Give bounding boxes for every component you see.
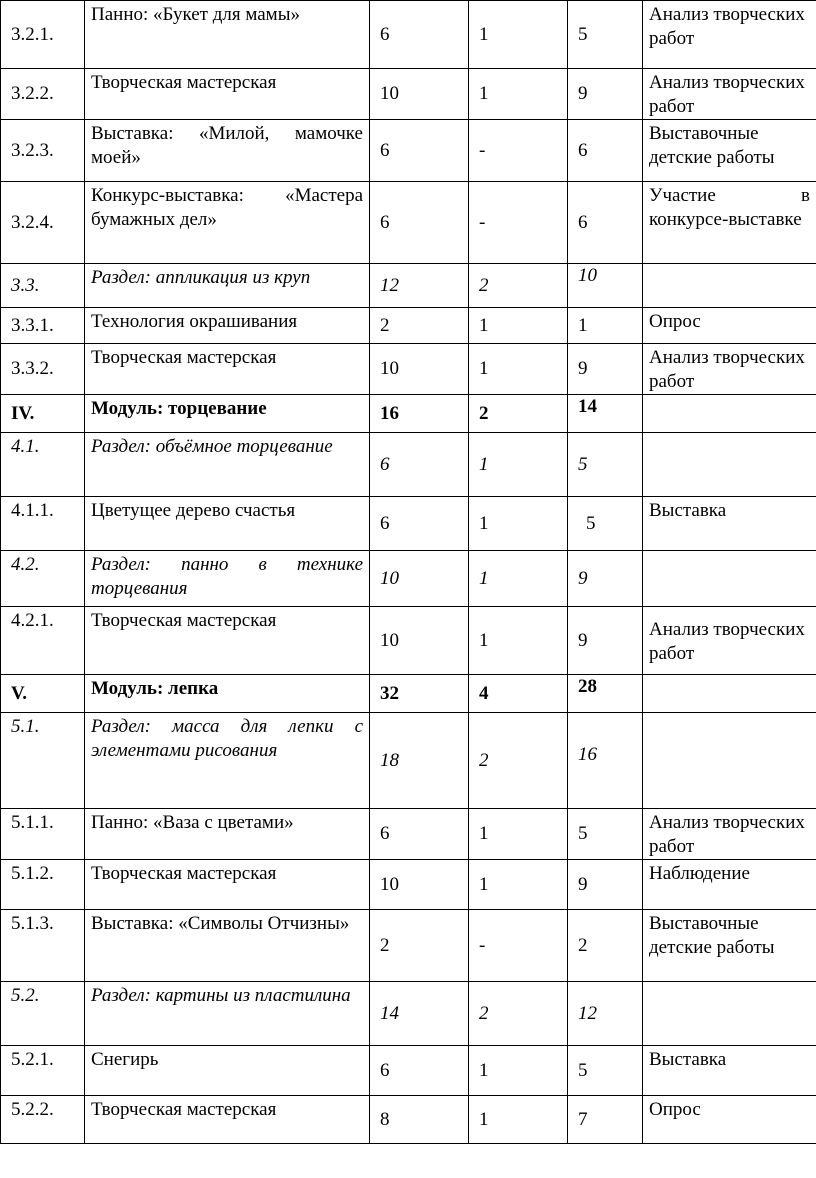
table-row — [1, 120, 816, 182]
table-row — [1, 982, 816, 1046]
row-code: 3.2.4. — [1, 182, 85, 264]
row-total-hours: 10 — [370, 860, 469, 910]
row-control-form — [643, 551, 816, 607]
row-practice-hours: 9 — [568, 607, 643, 675]
row-title: Панно: «Букет для мамы» — [85, 1, 370, 69]
row-control-form: Выставка — [643, 1046, 816, 1096]
row-theory-hours: - — [469, 120, 568, 182]
row-total-hours: 12 — [370, 264, 469, 308]
row-total-hours: 16 — [370, 395, 469, 433]
row-code: V. — [1, 675, 85, 713]
row-total-hours: 14 — [370, 982, 469, 1046]
row-theory-hours: 2 — [469, 713, 568, 809]
row-total-hours: 6 — [370, 1046, 469, 1096]
row-code: 4.2. — [1, 551, 85, 607]
row-title: Технология окрашивания — [85, 308, 370, 344]
table-row — [1, 69, 816, 120]
row-title: Творческая мастерская — [85, 69, 370, 120]
row-total-hours: 6 — [370, 120, 469, 182]
row-control-form — [643, 713, 816, 809]
row-total-hours: 6 — [370, 182, 469, 264]
row-practice-hours: 12 — [568, 982, 643, 1046]
row-total-hours: 18 — [370, 713, 469, 809]
row-control-form: Выставка — [643, 497, 816, 551]
row-total-hours: 32 — [370, 675, 469, 713]
row-title: Раздел: панно в технике торцевания — [85, 551, 370, 607]
row-code: 3.3.1. — [1, 308, 85, 344]
row-practice-hours: 5 — [568, 1046, 643, 1096]
row-theory-hours: 1 — [469, 551, 568, 607]
row-total-hours: 2 — [370, 308, 469, 344]
table-row — [1, 910, 816, 982]
row-practice-hours: 7 — [568, 1096, 643, 1144]
row-practice-hours: 28 — [568, 675, 643, 713]
row-control-form: Выставочные детские работы — [643, 910, 816, 982]
row-code: 3.3.2. — [1, 344, 85, 395]
row-title: Цветущее дерево счастья — [85, 497, 370, 551]
table-row — [1, 433, 816, 497]
row-code: 5.2. — [1, 982, 85, 1046]
row-theory-hours: 2 — [469, 395, 568, 433]
row-code: 4.1.1. — [1, 497, 85, 551]
row-theory-hours: 1 — [469, 860, 568, 910]
row-control-form: Опрос — [643, 308, 816, 344]
row-theory-hours: - — [469, 182, 568, 264]
table-row — [1, 551, 816, 607]
row-title: Творческая мастерская — [85, 344, 370, 395]
row-practice-hours: 14 — [568, 395, 643, 433]
row-practice-hours: 9 — [568, 860, 643, 910]
row-title: Раздел: объёмное торцевание — [85, 433, 370, 497]
row-control-form: Анализ творческих работ — [643, 809, 816, 860]
row-control-form — [643, 982, 816, 1046]
row-title: Снегирь — [85, 1046, 370, 1096]
table-row — [1, 308, 816, 344]
row-theory-hours: 2 — [469, 982, 568, 1046]
row-total-hours: 6 — [370, 1, 469, 69]
row-title: Выставка: «Милой, мамочке моей» — [85, 120, 370, 182]
row-code: 5.2.1. — [1, 1046, 85, 1096]
row-control-form — [643, 675, 816, 713]
row-total-hours: 10 — [370, 551, 469, 607]
row-theory-hours: 1 — [469, 497, 568, 551]
table-row — [1, 182, 816, 264]
table-row — [1, 675, 816, 713]
row-code: 4.2.1. — [1, 607, 85, 675]
row-title: Раздел: аппликация из круп — [85, 264, 370, 308]
row-control-form: Наблюдение — [643, 860, 816, 910]
table-row — [1, 860, 816, 910]
row-code: 4.1. — [1, 433, 85, 497]
row-control-form: Анализ творческих работ — [643, 69, 816, 120]
row-control-form — [643, 264, 816, 308]
row-theory-hours: 1 — [469, 1096, 568, 1144]
table-row — [1, 264, 816, 308]
row-practice-hours: 6 — [568, 182, 643, 264]
row-title: Модуль: торцевание — [85, 395, 370, 433]
row-theory-hours: 1 — [469, 1046, 568, 1096]
row-practice-hours: 5 — [568, 497, 643, 551]
table-row — [1, 809, 816, 860]
row-title: Конкурс-выставка: «Мастера бумажных дел» — [85, 182, 370, 264]
row-total-hours: 10 — [370, 69, 469, 120]
row-code: 3.2.2. — [1, 69, 85, 120]
row-practice-hours: 5 — [568, 433, 643, 497]
row-total-hours: 6 — [370, 497, 469, 551]
row-code: 3.2.1. — [1, 1, 85, 69]
row-code: 5.1. — [1, 713, 85, 809]
row-control-form — [643, 433, 816, 497]
row-theory-hours: 1 — [469, 344, 568, 395]
row-title: Раздел: картины из пластилина — [85, 982, 370, 1046]
row-title: Раздел: масса для лепки с элементами рисования — [85, 713, 370, 809]
row-theory-hours: 1 — [469, 308, 568, 344]
row-code: 3.2.3. — [1, 120, 85, 182]
row-control-form: Анализ творческих работ — [643, 344, 816, 395]
row-practice-hours: 9 — [568, 551, 643, 607]
row-title: Творческая мастерская — [85, 1096, 370, 1144]
row-total-hours: 6 — [370, 433, 469, 497]
row-total-hours: 10 — [370, 607, 469, 675]
row-title: Выставка: «Символы Отчизны» — [85, 910, 370, 982]
row-control-form: Участие в конкурсе-выставке — [643, 182, 816, 264]
row-theory-hours: 1 — [469, 809, 568, 860]
row-theory-hours: 1 — [469, 69, 568, 120]
row-code: 5.1.3. — [1, 910, 85, 982]
row-theory-hours: 1 — [469, 1, 568, 69]
row-theory-hours: 1 — [469, 433, 568, 497]
row-practice-hours: 6 — [568, 120, 643, 182]
row-title: Панно: «Ваза с цветами» — [85, 809, 370, 860]
row-control-form: Анализ творческих работ — [643, 1, 816, 69]
table-row — [1, 607, 816, 675]
row-total-hours: 8 — [370, 1096, 469, 1144]
row-total-hours: 6 — [370, 809, 469, 860]
row-code: 3.3. — [1, 264, 85, 308]
row-total-hours: 2 — [370, 910, 469, 982]
table-row — [1, 1046, 816, 1096]
row-theory-hours: 2 — [469, 264, 568, 308]
row-practice-hours: 5 — [568, 809, 643, 860]
row-code: IV. — [1, 395, 85, 433]
table-row — [1, 1096, 816, 1144]
table-row — [1, 497, 816, 551]
table-row — [1, 1, 816, 69]
table-row — [1, 713, 816, 809]
row-control-form — [643, 395, 816, 433]
row-practice-hours: 9 — [568, 69, 643, 120]
row-practice-hours: 5 — [568, 1, 643, 69]
row-practice-hours: 10 — [568, 264, 643, 308]
row-code: 5.1.2. — [1, 860, 85, 910]
row-control-form: Опрос — [643, 1096, 816, 1144]
table-row — [1, 395, 816, 433]
row-code: 5.1.1. — [1, 809, 85, 860]
row-title: Творческая мастерская — [85, 860, 370, 910]
row-control-form: Анализ творческих работ — [643, 607, 816, 675]
row-practice-hours: 2 — [568, 910, 643, 982]
row-practice-hours: 9 — [568, 344, 643, 395]
row-practice-hours: 1 — [568, 308, 643, 344]
row-code: 5.2.2. — [1, 1096, 85, 1144]
row-theory-hours: 1 — [469, 607, 568, 675]
row-theory-hours: - — [469, 910, 568, 982]
table-row — [1, 344, 816, 395]
row-theory-hours: 4 — [469, 675, 568, 713]
row-practice-hours: 16 — [568, 713, 643, 809]
row-total-hours: 10 — [370, 344, 469, 395]
row-control-form: Выставочные детские работы — [643, 120, 816, 182]
row-title: Творческая мастерская — [85, 607, 370, 675]
row-title: Модуль: лепка — [85, 675, 370, 713]
